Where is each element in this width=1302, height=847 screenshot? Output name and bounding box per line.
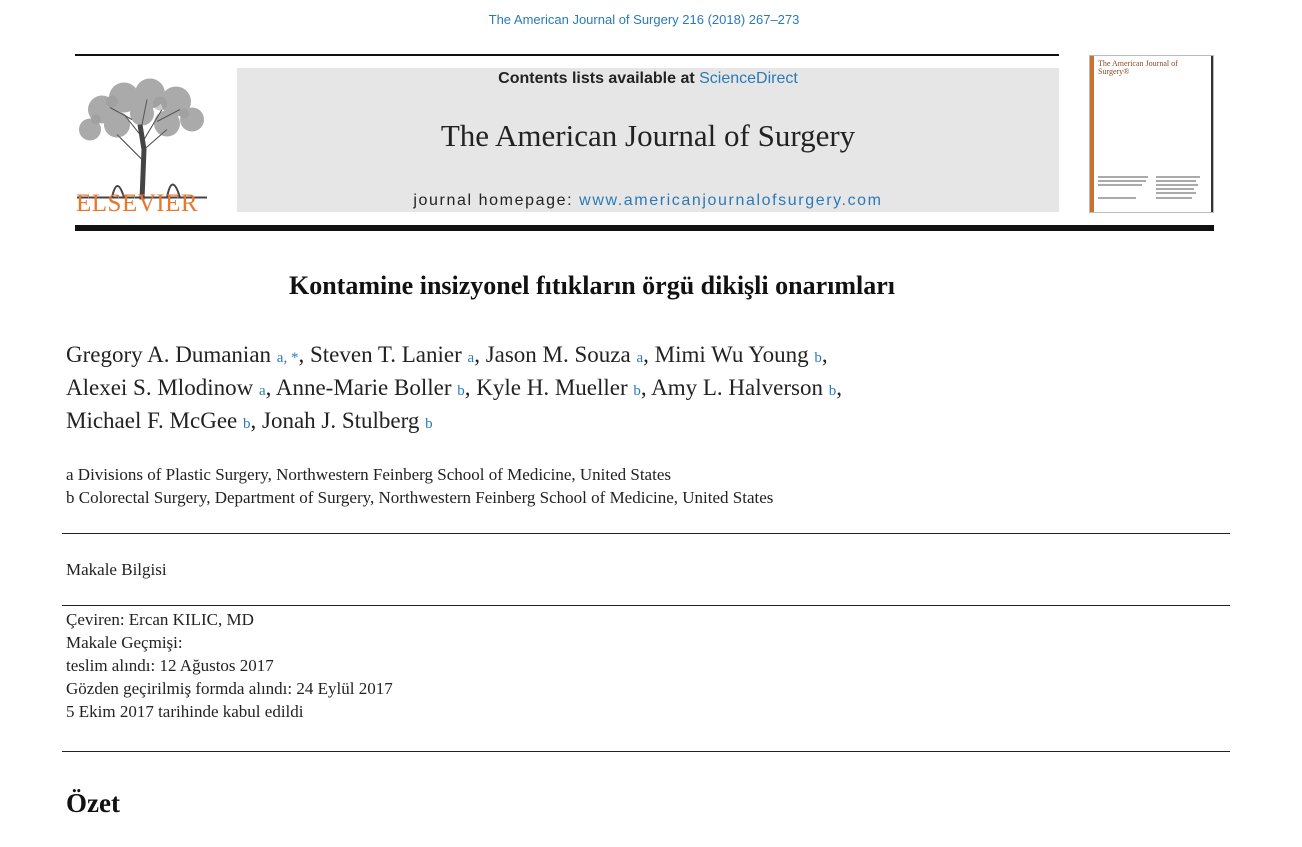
cover-title-text: The American Journal of Surgery [1098, 59, 1178, 76]
homepage-line [237, 192, 1059, 210]
author-affiliation-ref[interactable]: a [636, 350, 644, 366]
divider [62, 605, 1230, 606]
divider [62, 751, 1230, 752]
author-affiliation-ref[interactable]: b [457, 383, 465, 399]
author-name: Amy L. Halverson [651, 375, 823, 400]
homepage-link[interactable]: www.americanjournalofsurgery.com [579, 192, 883, 209]
contents-prefix: Contents lists available at [498, 70, 700, 87]
author-affiliation-ref[interactable]: b [425, 416, 433, 432]
author-affiliation-ref[interactable]: b [814, 350, 822, 366]
author-name: Jason M. Souza [485, 342, 631, 367]
author-affiliation-ref[interactable]: b [828, 383, 837, 399]
article-history [66, 608, 1166, 723]
elsevier-wordmark: ELSEVIER [76, 190, 199, 217]
author-affiliation-ref[interactable]: a, * [276, 350, 299, 366]
author-affiliation-ref[interactable]: b [633, 383, 641, 399]
author-affiliation-ref[interactable]: a [258, 383, 266, 399]
author-list: Gregory A. Dumanian a, *, Steven T. Lanier a, Jason M. Souza a, Mimi Wu Young b, Alexei S. Mlodinow a, Anne-Marie Boller b, Kyle H. Mueller b, Amy L. Halverson b, Michael F. McGee b, Jonah J. Stulberg b [66, 342, 842, 433]
cover-mark: ® [1123, 67, 1130, 76]
journal-citation: The American Journal of Surgery 216 (2018) 267–273 [488, 12, 800, 27]
header-rule-top [75, 54, 1059, 56]
cover-text-lines [1096, 174, 1208, 204]
revised-date: Gözden geçirilmiş formda alındı: 24 Eylül 2017 [66, 679, 393, 698]
header-rule-bottom [75, 225, 1214, 231]
author-name: Gregory A. Dumanian [66, 342, 272, 367]
contents-line [237, 70, 1059, 88]
divider [62, 533, 1230, 534]
article-title: Kontamine insizyonel fıtıkların örgü dikişli onarımları [289, 271, 895, 300]
author-affiliation-ref[interactable]: b [243, 416, 251, 432]
received-date: teslim alındı: 12 Ağustos 2017 [66, 656, 274, 675]
author-affiliation-ref[interactable]: a [467, 350, 475, 366]
journal-banner [237, 68, 1059, 212]
sciencedirect-link[interactable]: ScienceDirect [699, 70, 798, 87]
cover-edge [1211, 56, 1214, 212]
accepted-date: 5 Ekim 2017 tarihinde kabul edildi [66, 702, 304, 721]
author-name: Mimi Wu Young [654, 342, 809, 367]
affiliation-b: b Colorectal Surgery, Department of Surgery, Northwestern Feinberg School of Medicine, United States [66, 488, 774, 507]
author-name: Anne-Marie Boller [275, 375, 452, 400]
cover-spine-accent [1090, 56, 1094, 212]
author-name: Alexei S. Mlodinow [66, 375, 254, 400]
affiliations [66, 463, 1226, 509]
abstract-heading: Özet [66, 788, 120, 818]
homepage-prefix: journal homepage: [413, 192, 580, 209]
history-heading: Makale Geçmişi: [66, 633, 183, 652]
affiliation-a: a Divisions of Plastic Surgery, Northwestern Feinberg School of Medicine, United States [66, 465, 671, 484]
author-name: Steven T. Lanier [309, 342, 462, 367]
article-info-label: Makale Bilgisi [66, 560, 167, 579]
author-name: Michael F. McGee [66, 408, 238, 433]
journal-cover-thumbnail [1089, 55, 1214, 213]
cover-title [1098, 60, 1210, 76]
journal-title: The American Journal of Surgery [440, 118, 856, 153]
translator-line: Çeviren: Ercan KILIC, MD [66, 610, 254, 629]
author-name: Kyle H. Mueller [476, 375, 628, 400]
author-name: Jonah J. Stulberg [262, 408, 420, 433]
